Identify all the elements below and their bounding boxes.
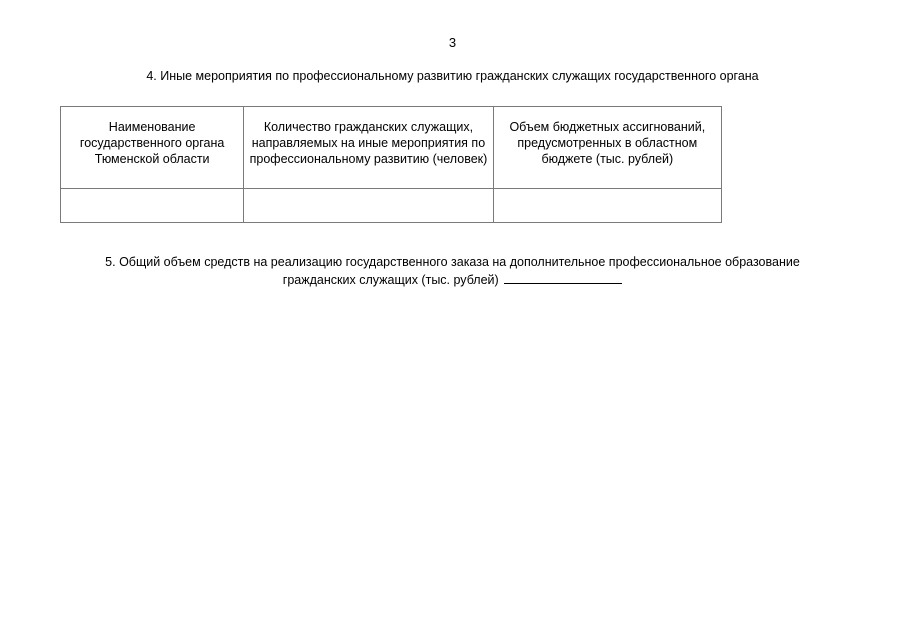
table-cell (61, 189, 244, 223)
table-cell (244, 189, 493, 223)
header-agency-name: Наименование государственного органа Тюменской области (61, 107, 244, 189)
section-5-line-1: 5. Общий объем средств на реализацию государственного заказа на дополнительное профессиональное образование (105, 255, 800, 269)
table-header-row (61, 107, 722, 189)
section-5-paragraph (0, 253, 905, 289)
table-row (61, 189, 722, 223)
table-cell (493, 189, 721, 223)
fill-in-blank-line (504, 272, 622, 284)
section-5-label: гражданских служащих (тыс. рублей) (282, 273, 499, 287)
other-measures-table (60, 106, 722, 223)
header-employee-count: Количество гражданских служащих, направляемых на иные мероприятия по профессиональному развитию (человек) (244, 107, 493, 189)
section-5-line-2 (0, 271, 905, 289)
page-number: 3 (448, 35, 457, 50)
section-4-heading: 4. Иные мероприятия по профессиональному развитию гражданских служащих государственного органа (146, 69, 759, 83)
header-budget-amount: Объем бюджетных ассигнований, предусмотренных в областном бюджете (тыс. рублей) (493, 107, 721, 189)
